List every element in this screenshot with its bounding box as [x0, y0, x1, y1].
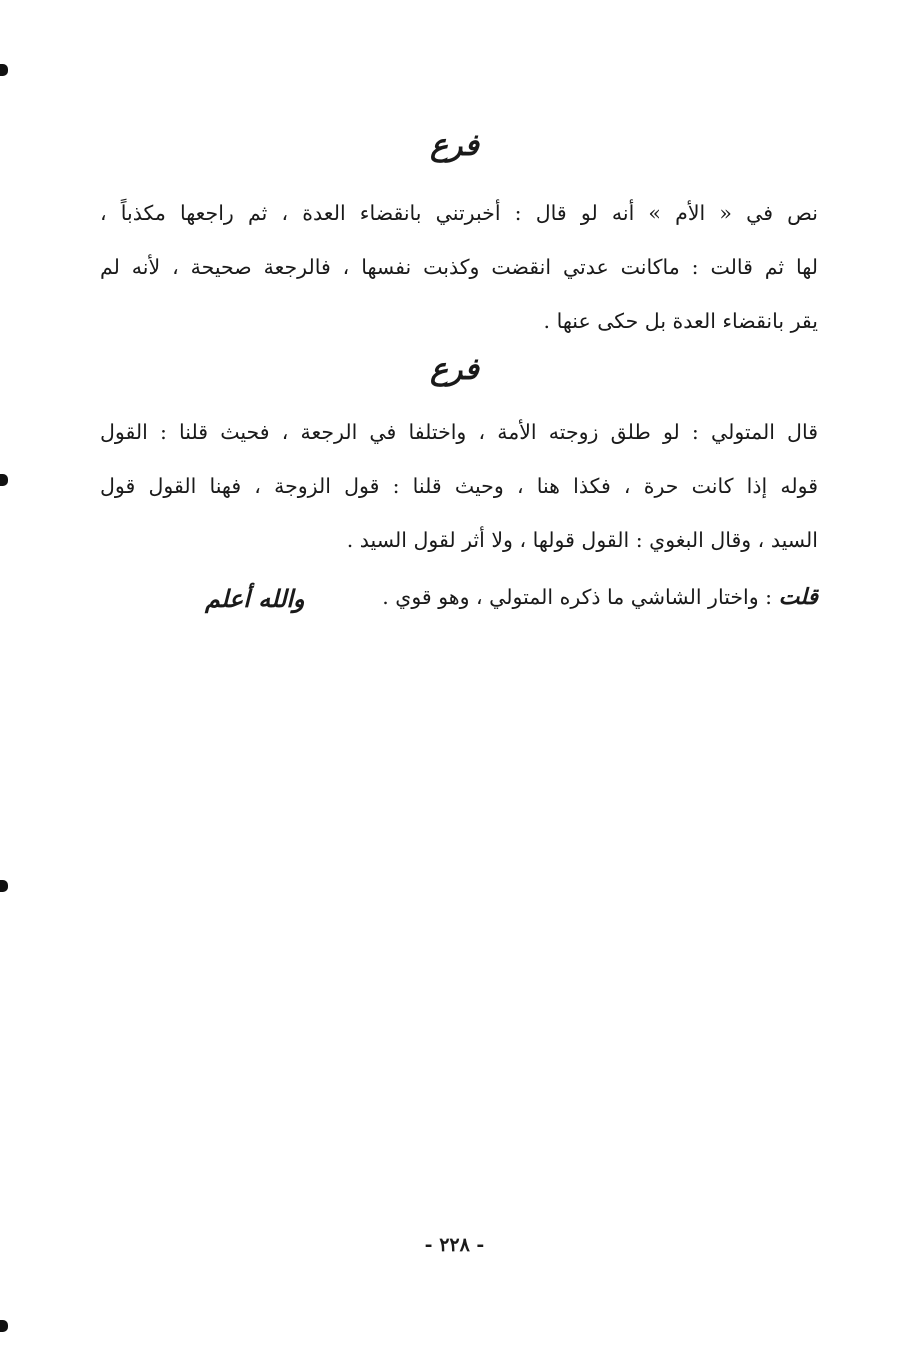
- paragraph-line: يقر بانقضاء العدة بل حكى عنها .: [543, 309, 818, 333]
- paragraph-line: نص في « الأم » أنه لو قال : أخبرتني بانقضاء العدة ، ثم راجعها مكذباً ،: [100, 201, 818, 225]
- section-heading-2: فرع: [430, 352, 479, 387]
- section-paragraph-1: [100, 186, 818, 348]
- paragraph-line: قوله إذا كانت حرة ، فكذا هنا ، وحيث قلنا : قول الزوجة ، فهنا القول قول: [100, 474, 818, 498]
- section-paragraph-2: [100, 405, 818, 567]
- page-number: - ٢٢٨ -: [424, 1234, 485, 1256]
- paragraph-line: لها ثم قالت : ماكانت عدتي انقضت وكذبت نفسها ، فالرجعة صحيحة ، لأنه لم: [100, 255, 818, 279]
- section-heading-1: فرع: [430, 128, 479, 163]
- note-text: : واختار الشاشي ما ذكره المتولي ، وهو قوي .: [382, 585, 779, 609]
- paragraph-line: السيد ، وقال البغوي : القول قولها ، ولا أثر لقول السيد .: [346, 528, 818, 552]
- note-label: قلت: [778, 584, 818, 610]
- closing-phrase: والله أعلم: [205, 584, 305, 613]
- scan-edge-mark: [0, 1320, 8, 1332]
- scan-edge-mark: [0, 474, 8, 486]
- scan-edge-mark: [0, 880, 8, 892]
- scan-edge-mark: [0, 64, 8, 76]
- paragraph-line: قال المتولي : لو طلق زوجته الأمة ، واختلفا في الرجعة ، فحيث قلنا : القول: [100, 420, 818, 444]
